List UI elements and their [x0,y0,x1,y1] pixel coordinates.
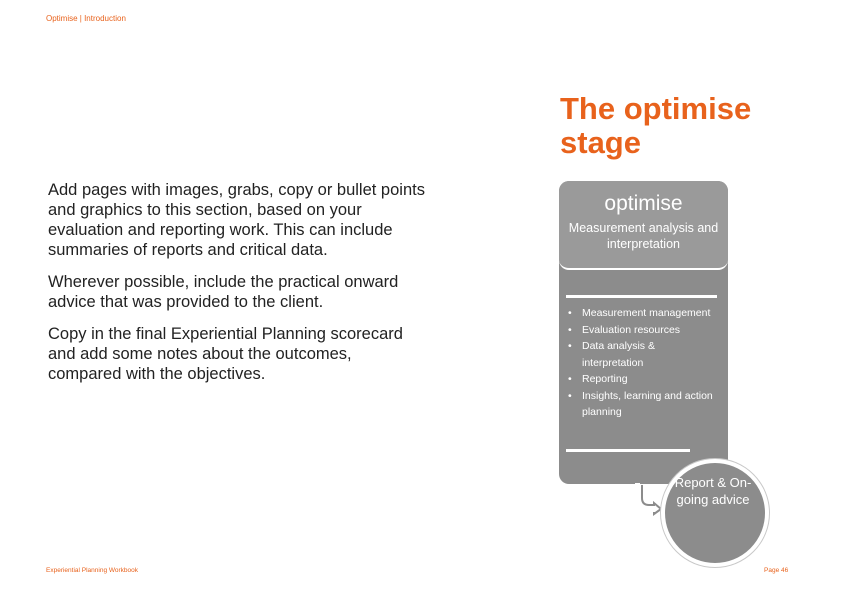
paragraph-1: Add pages with images, grabs, copy or bullet points and graphics to this section, based on your evaluation and reporting work. This can include summaries of reports and critical data. [48,181,425,259]
footer-page-number: Page 46 [764,567,789,574]
bullet-item: • Measurement management [567,305,717,322]
stage-bullet-list [567,305,717,421]
paragraph-2: Wherever possible, include the practical onward advice that was provided to the client. [48,273,399,311]
bullet-item: • Insights, learning and action planning [567,388,717,421]
bullet-item: • Evaluation resources [567,322,717,339]
stage-header [559,181,728,270]
paragraph-3: Copy in the final Experiential Planning scorecard and add some notes about the outcomes, compared with the objectives. [48,325,403,383]
body-text [48,180,428,396]
stage-subtitle: Measurement analysis and interpretation [568,221,719,251]
bullet-item: • Data analysis & interpretation [567,338,717,371]
divider-bottom [566,449,690,452]
divider-top [566,295,717,298]
next-step-label: Report & On-going advice [674,475,752,507]
bullet-item: • Reporting [567,371,717,388]
stage-title: optimise [604,192,683,215]
page-title: The optimise stage [560,91,752,160]
breadcrumb: Optimise | Introduction [46,14,126,23]
footer-document-name: Experiential Planning Workbook [46,567,139,574]
